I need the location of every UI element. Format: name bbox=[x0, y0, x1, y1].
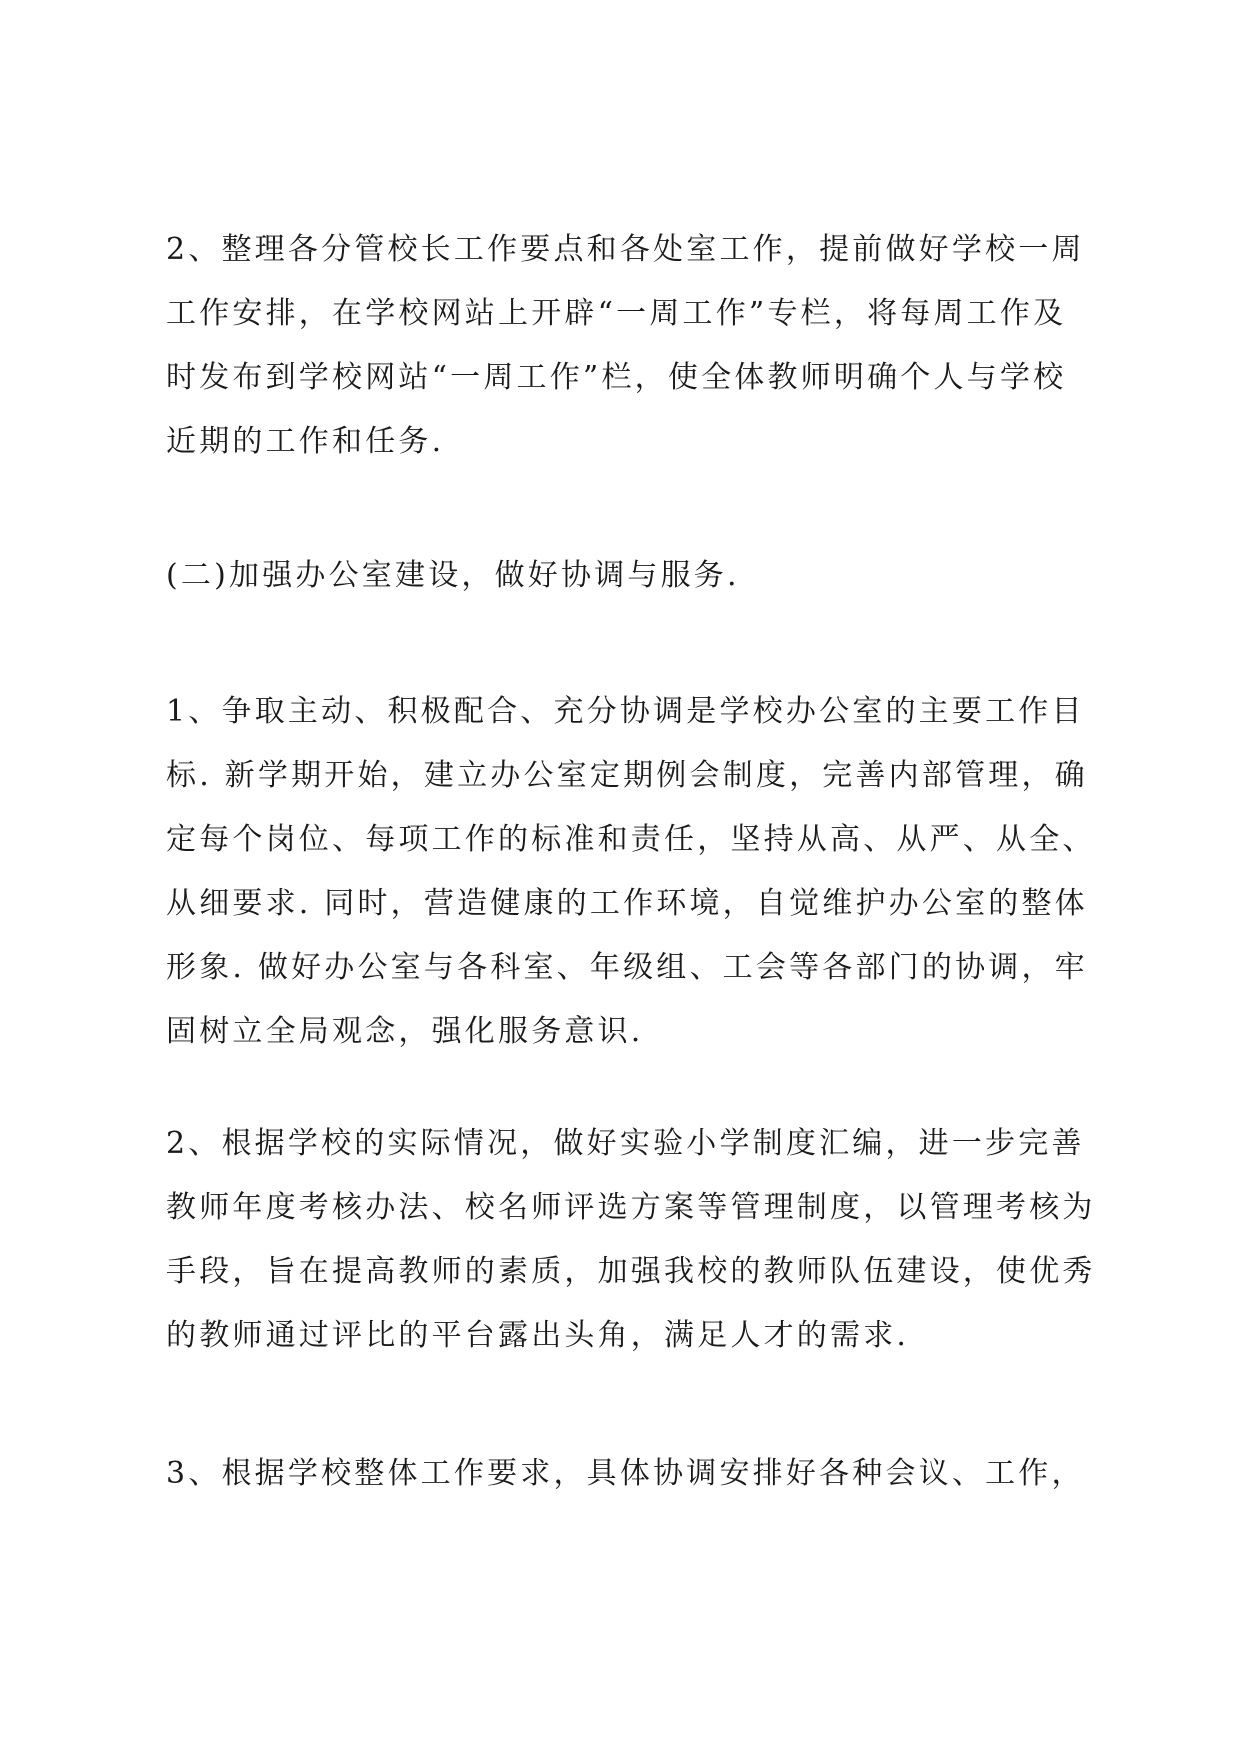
text-line: 从细要求. 同时，营造健康的工作环境，自觉维护办公室的整体 bbox=[166, 886, 1088, 921]
text-line: 手段，旨在提高教师的素质，加强我校的教师队伍建设，使优秀 bbox=[166, 1254, 1096, 1289]
text-line: 标. 新学期开始，建立办公室定期例会制度，完善内部管理，确 bbox=[166, 758, 1088, 793]
text-line: 2、根据学校的实际情况，做好实验小学制度汇编，进一步完善 bbox=[166, 1126, 1085, 1161]
text-line: 3、根据学校整体工作要求，具体协调安排好各种会议、工作， bbox=[166, 1456, 1085, 1491]
text-line: 近期的工作和任务. bbox=[166, 424, 445, 459]
text-line: (二)加强办公室建设，做好协调与服务. bbox=[166, 558, 740, 593]
text-line: 教师年度考核办法、校名师评选方案等管理制度，以管理考核为 bbox=[166, 1190, 1096, 1225]
paragraph-system-compilation bbox=[166, 1112, 1096, 1368]
text-line: 定每个岗位、每项工作的标准和责任，坚持从高、从严、从全、 bbox=[166, 822, 1096, 857]
text-line: 固树立全局观念，强化服务意识. bbox=[166, 1014, 644, 1049]
text-line: 工作安排，在学校网站上开辟“一周工作”专栏，将每周工作及 bbox=[166, 296, 1067, 331]
text-line: 的教师通过评比的平台露出头角，满足人才的需求. bbox=[166, 1318, 910, 1353]
text-line: 1、争取主动、积极配合、充分协调是学校办公室的主要工作目 bbox=[166, 694, 1085, 729]
text-line: 时发布到学校网站“一周工作”栏，使全体教师明确个人与学校 bbox=[166, 360, 1067, 395]
paragraph-office-coordination-goals bbox=[166, 680, 1096, 1064]
text-line: 2、整理各分管校长工作要点和各处室工作，提前做好学校一周 bbox=[166, 232, 1085, 267]
paragraph-meeting-coordination bbox=[166, 1442, 1090, 1506]
section-heading-office-construction bbox=[166, 544, 1090, 608]
paragraph-weekly-work-arrangement bbox=[166, 218, 1090, 474]
text-line: 形象. 做好办公室与各科室、年级组、工会等各部门的协调，牢 bbox=[166, 950, 1088, 985]
